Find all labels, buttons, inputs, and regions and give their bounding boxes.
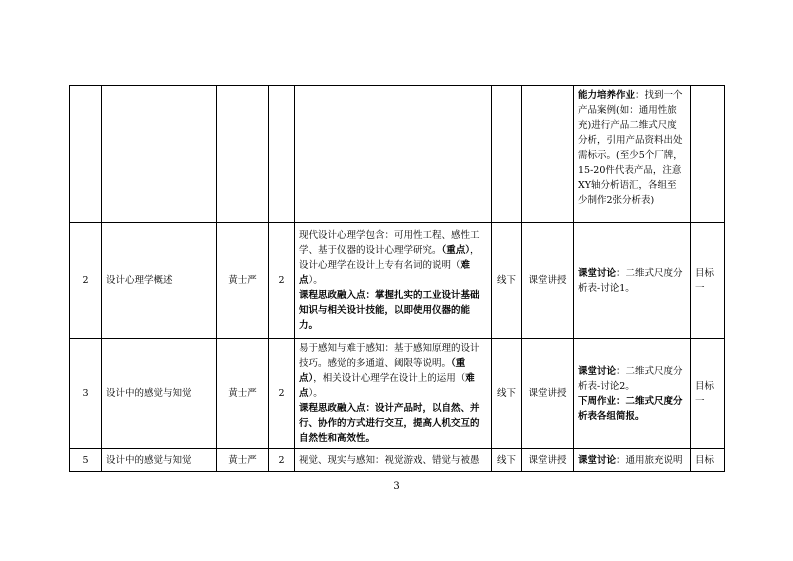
assignment-label: 课堂讨论	[578, 267, 617, 279]
ideological-point: 课程思政融入点：掌握扎实的工业设计基础知识与相关设计技能，以即使用仪器的能力。	[299, 290, 480, 331]
class-hours: 2	[269, 449, 295, 472]
assignment-text: ：二维式尺度分析表-讨论1。	[578, 267, 683, 294]
teaching-content	[295, 339, 492, 449]
table-row	[70, 339, 725, 449]
row-number: 5	[70, 449, 102, 472]
course-goal: 目标一	[691, 339, 725, 449]
teacher-name: 黄士严	[217, 339, 269, 449]
teaching-mode: 线下	[492, 223, 522, 339]
teaching-method	[522, 86, 574, 223]
course-goal: 目标一	[691, 223, 725, 339]
teacher-name: 黄士严	[217, 223, 269, 339]
teaching-mode: 线下	[492, 339, 522, 449]
teacher-name: 黄士严	[217, 449, 269, 472]
assignment-cell	[574, 86, 691, 223]
chapter-title: 设计心理学概述	[102, 223, 217, 339]
assignment-cell	[574, 339, 691, 449]
content-text: ，相关设计心理学在设计上的运用（	[313, 373, 466, 384]
course-schedule-table	[69, 85, 725, 472]
content-text: 易于感知与难于感知：基于感知原理的设计技巧。感觉的多通道、阈限等说明。	[299, 343, 480, 369]
row-number: 3	[70, 339, 102, 449]
key-point-mark: （重点）	[441, 245, 471, 256]
assignment-text: ：通用旅充说明	[616, 454, 683, 466]
table-row	[70, 449, 725, 472]
assignment-text: ：找到一个产品案例(如：通用性旅充)进行产品二维式尺度分析，引用产品资料出处需标示。(至少5个厂牌，15-20件代表产品，注意XY轴分析语汇，各组至少制作2张分析表)	[578, 90, 683, 206]
difficulty-mark: 难点	[299, 373, 475, 399]
content-text: 视觉、现实与感知：视觉游戏、错觉与被愚	[299, 454, 480, 466]
course-goal	[691, 86, 725, 223]
content-text: ）。	[308, 388, 323, 399]
chapter-title: 设计中的感觉与知觉	[102, 449, 217, 472]
teaching-method: 课堂讲授	[522, 223, 574, 339]
class-hours	[269, 86, 295, 223]
assignment-label: 能力培养作业	[578, 90, 636, 101]
assignment-label: 课堂讨论	[578, 365, 617, 377]
class-hours: 2	[269, 223, 295, 339]
page-number: 3	[393, 481, 400, 492]
assignment-text: ：二维式尺度分析表-讨论2。	[578, 365, 683, 392]
class-hours: 2	[269, 339, 295, 449]
next-week-homework: 下周作业：二维式尺度分析表各组简报。	[578, 395, 683, 422]
teaching-mode: 线下	[492, 449, 522, 472]
ideological-point: 课程思政融入点：设计产品时，以自然、并行、协作的方式进行交互，提高人机交互的自然性和高效性。	[299, 403, 480, 444]
difficulty-mark: 难点	[299, 260, 471, 286]
assignment-cell	[574, 449, 691, 472]
table-row	[70, 86, 725, 223]
chapter-title: 设计中的感觉与知觉	[102, 339, 217, 449]
chapter-title	[102, 86, 217, 223]
teaching-content	[295, 449, 492, 472]
teaching-content	[295, 223, 492, 339]
assignment-label: 课堂讨论	[578, 454, 617, 466]
content-text: 现代设计心理学包含：可用性工程、感性工学、基于仪器的设计心理学研究。	[299, 230, 480, 256]
teaching-mode	[492, 86, 522, 223]
row-number	[70, 86, 102, 223]
key-point-mark: （重点）	[299, 358, 466, 384]
table-row	[70, 223, 725, 339]
teaching-content	[295, 86, 492, 223]
row-number: 2	[70, 223, 102, 339]
content-text: ，设计心理学在设计上专有名词的说明（	[299, 245, 480, 271]
course-goal: 目标	[691, 449, 725, 472]
teaching-method: 课堂讲授	[522, 449, 574, 472]
teaching-method: 课堂讲授	[522, 339, 574, 449]
content-text: ）。	[308, 275, 323, 286]
assignment-cell	[574, 223, 691, 339]
teacher-name	[217, 86, 269, 223]
